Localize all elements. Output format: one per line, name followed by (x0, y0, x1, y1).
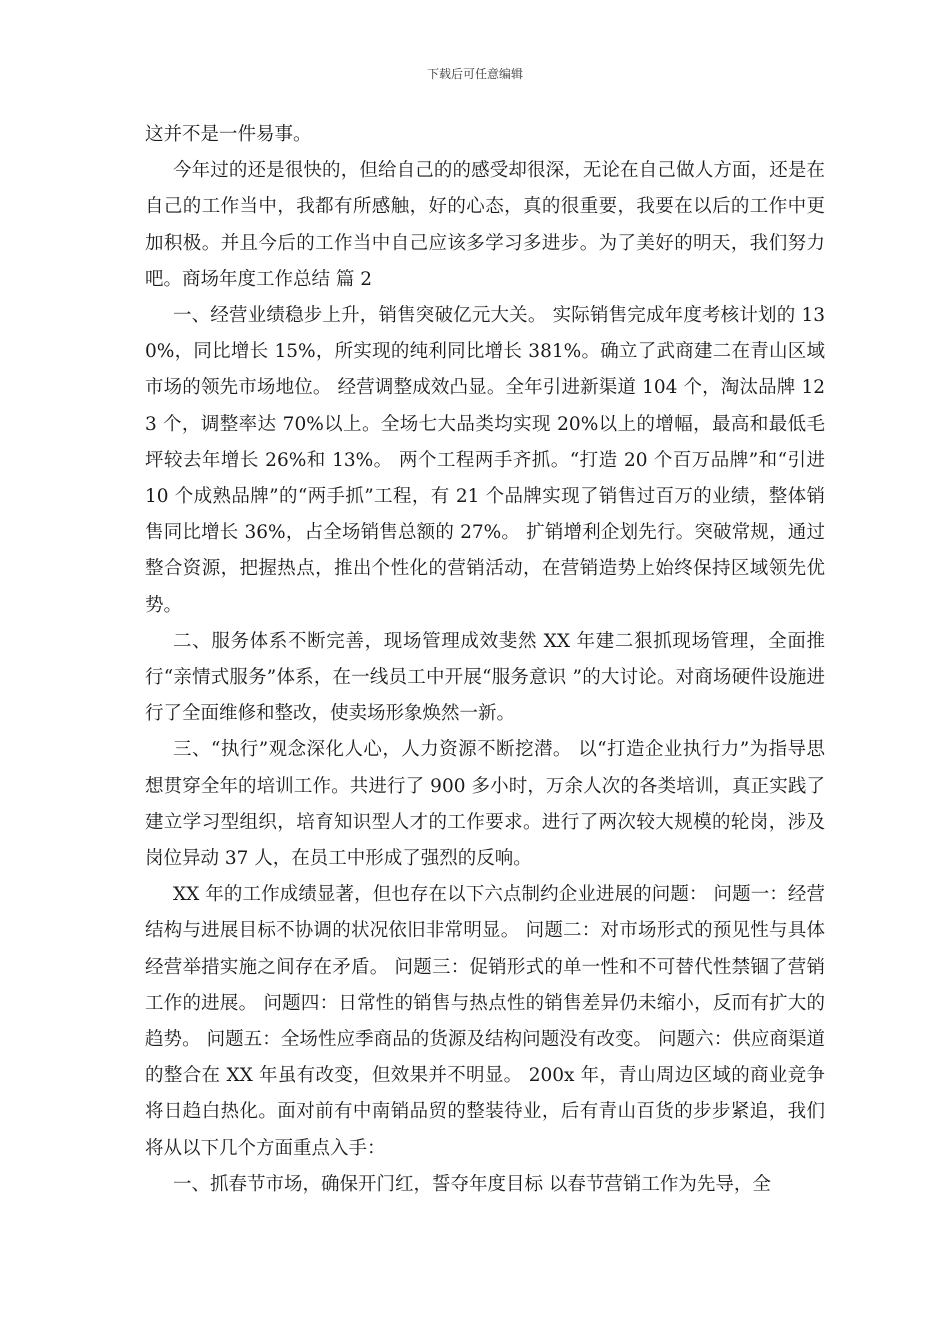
paragraph-problems: XX 年的工作成绩显著，但也存在以下六点制约企业进展的问题： 问题一：经营结构与进展目标不协调的状况依旧非常明显。 问题二：对市场形式的预见性与具体经营举措实施之间存在矛盾。 问题三：促销形式的单一性和不可替代性禁锢了营销工作的进展。 问题四：日常性的销售与热点性的销售差异仍未缩小，反而有扩大的趋势。 问题五：全场性应季商品的货源及结构问题没有改变。 问题六：供应商渠道的整合在 XX 年虽有改变，但效果并不明显。 200x 年，青山周边区域的商业竞争将日趋白热化。面对前有中南销品贸的整装待业，后有青山百货的步步紧追，我们将从以下几个方面重点入手： (145, 884, 825, 1159)
paragraph-business-performance: 一、经营业绩稳步上升，销售突破亿元大关。 实际销售完成年度考核计划的 130%，同比增长 15%，所实现的纯利同比增长 381%。确立了武商建二在青山区域市场的领先市场地位。 经营调整成效凸显。全年引进新渠道 104 个，淘汰品牌 123 个，调整率达 70%以上。全场七大品类均实现 20%以上的增幅，最高和最低毛坪较去年增长 26%和 13%。 两个工程两手齐抓。“打造 20 个百万品牌”和“引进 10 个成熟品牌”的“两手抓”工程，有 21 个品牌实现了销售过百万的业绩，整体销售同比增长 36%，占全场销售总额的 27%。 扩销增利企划先行。突破常规，通过整合资源，把握热点，推出个性化的营销活动，在营销造势上始终保持区域领先优势。 (145, 305, 825, 616)
page-header: 下载后可任意编辑 (426, 67, 523, 81)
paragraph-service-system: 二、服务体系不断完善，现场管理成效斐然 XX 年建二狠抓现场管理，全面推行“亲情式服务”体系，在一线员工中开展“服务意识 ”的大讨论。对商场硬件设施进行了全面维修和整改，使卖场形象焕然一新。 (145, 630, 825, 725)
paragraph-human-resources: 三、“执行”观念深化人心，人力资源不断挖潜。 以“打造企业执行力”为指导思想贯穿全年的培训工作。共进行了 900 多小时，万余人次的各类培训，真正实践了建立学习型组织，培育知识型人才的工作要求。进行了两次较大规模的轮岗，涉及岗位异动 37 人，在员工中形成了强烈的反响。 (145, 739, 825, 870)
paragraph-continuation: 这并不是一件易事。 (145, 124, 312, 145)
paragraph-reflection: 今年过的还是很快的，但给自己的的感受却很深，无论在自己做人方面，还是在自己的工作当中，我都有所感触，好的心态，真的很重要，我要在以后的工作中更加积极。并且今后的工作当中自己应该多学习多进步。为了美好的明天，我们努力吧。商场年度工作总结 篇 2 (145, 160, 825, 290)
paragraph-spring-festival: 一、抓春节市场，确保开门红，誓夺年度目标 以春节营销工作为先导，全 (173, 1173, 771, 1195)
document-body (145, 117, 825, 1203)
